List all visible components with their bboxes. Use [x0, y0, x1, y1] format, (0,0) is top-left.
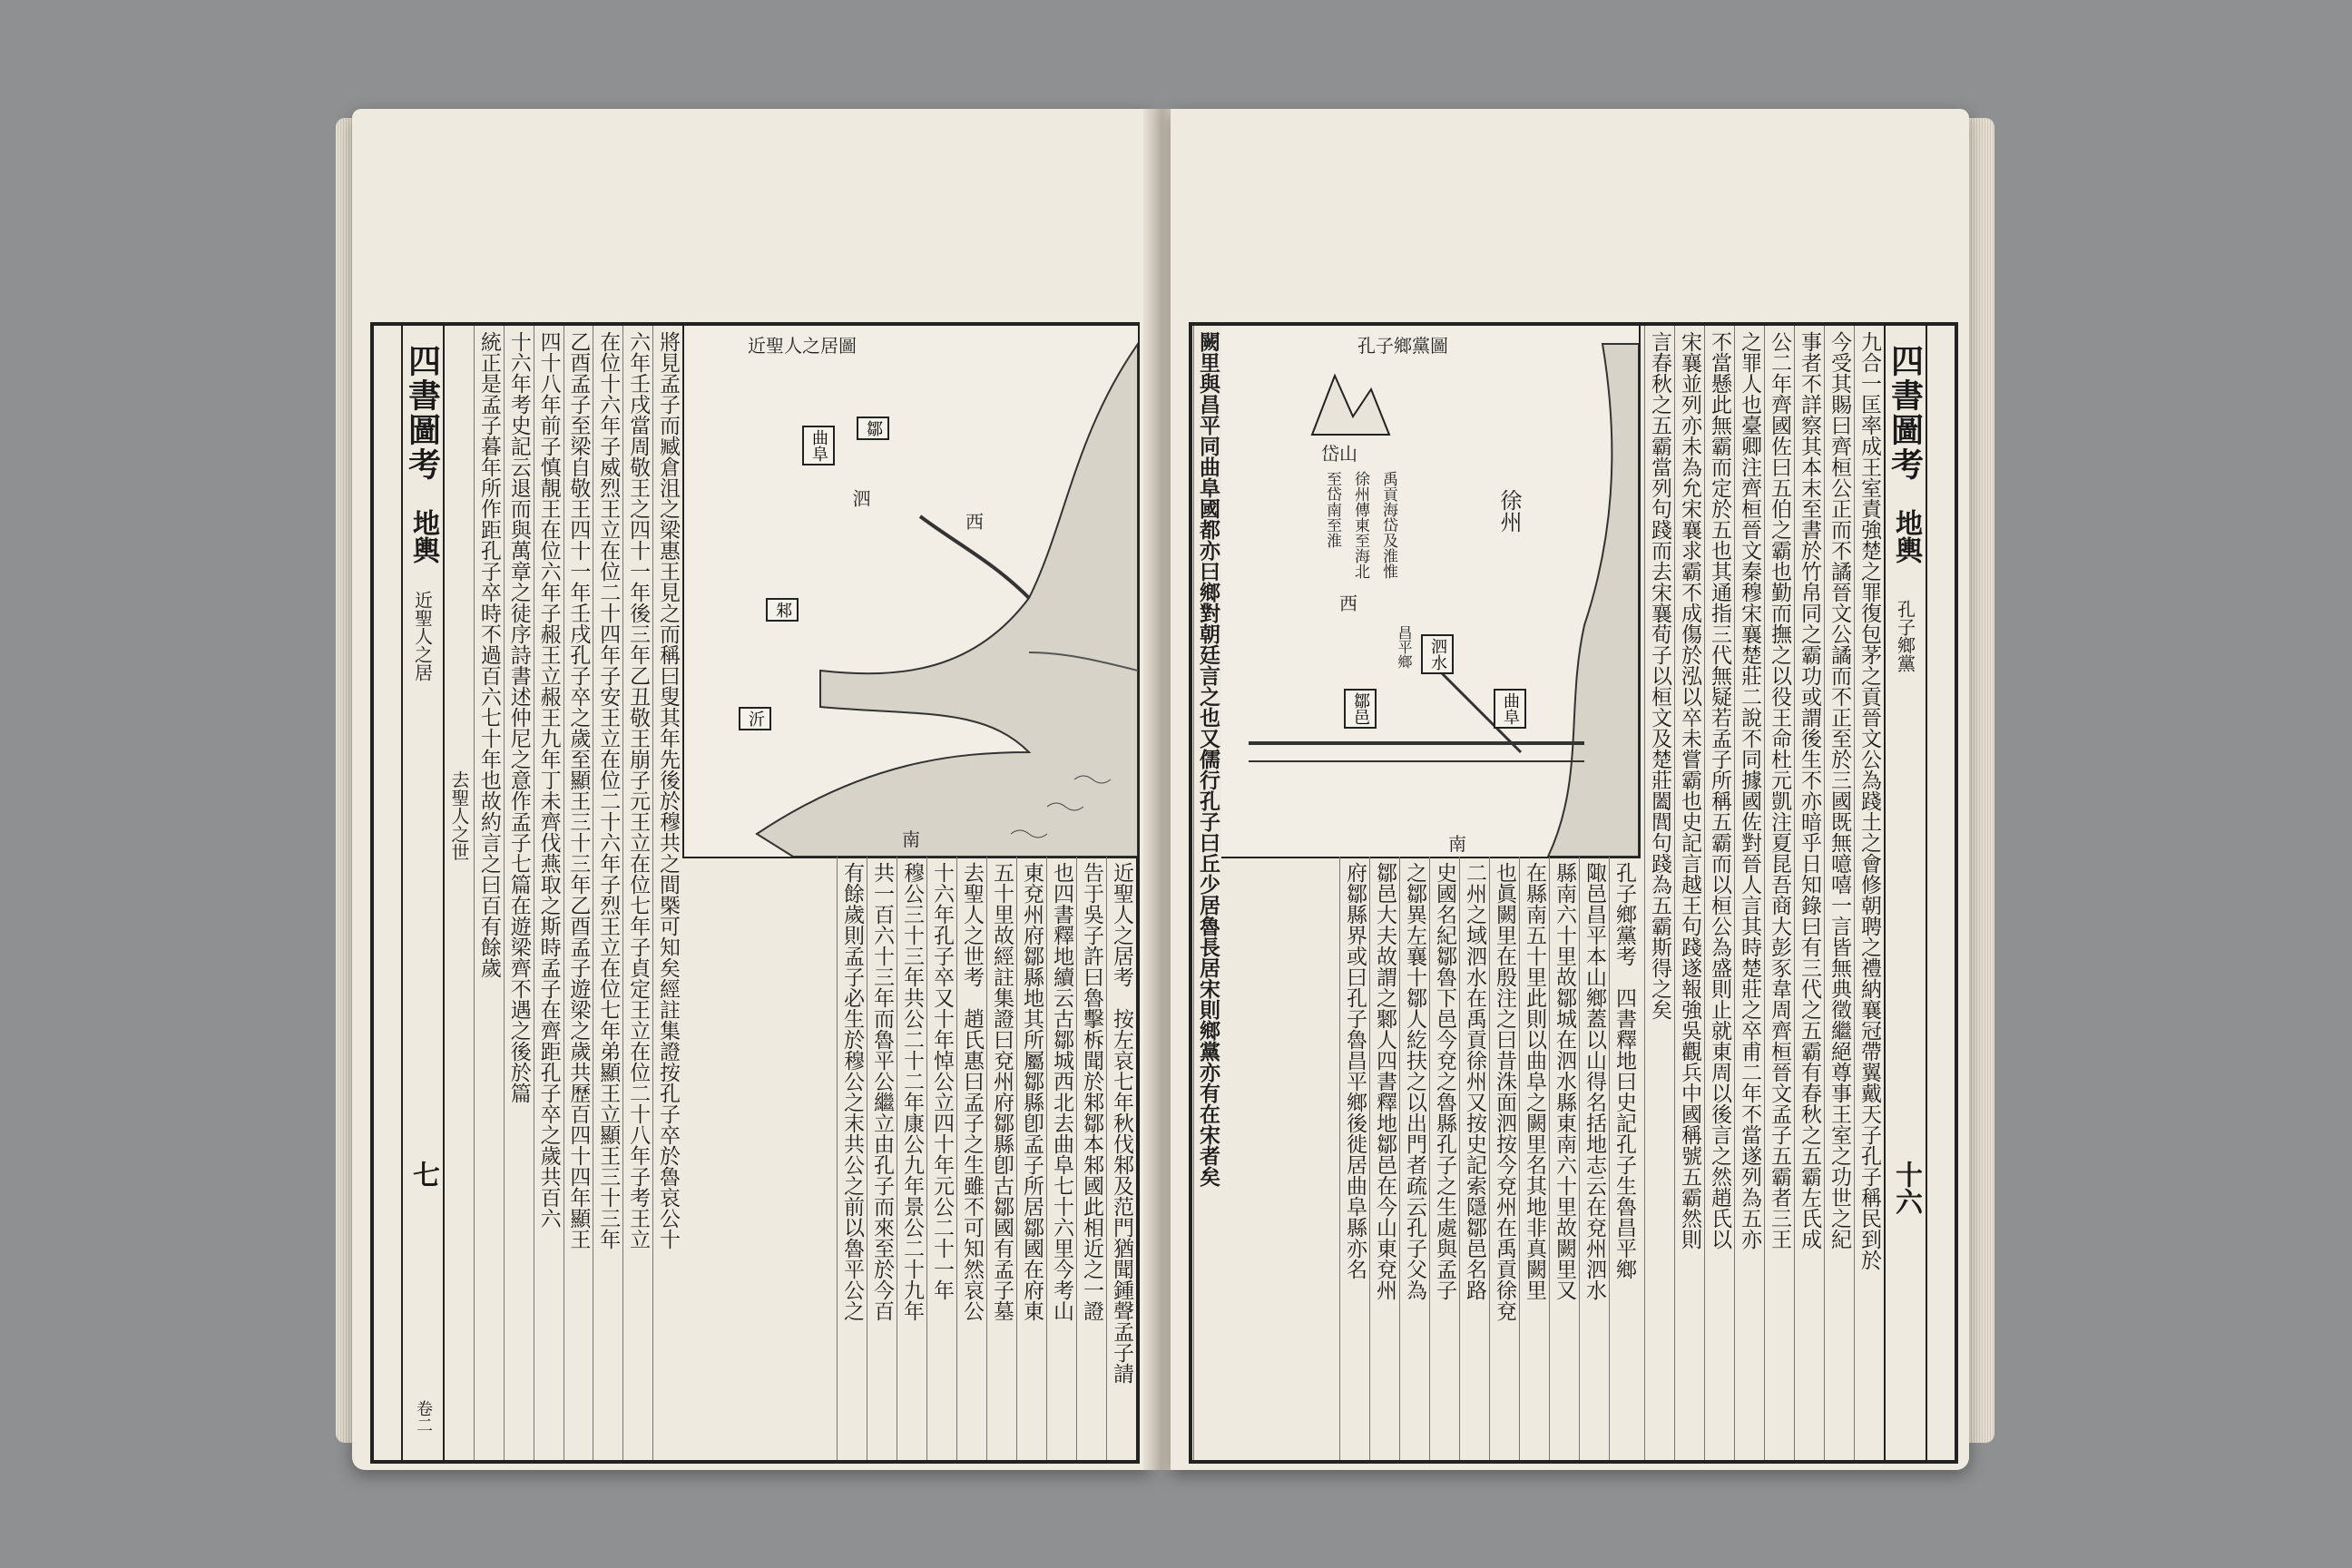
compass-west: 西	[965, 511, 984, 533]
map-note-line: 徐州傳東至海北	[1351, 471, 1369, 579]
text-column: 在位十六年子威烈王立在位二十四年子安王立在位二十六年子烈王立在位七年弟顯王立顯王三十三年	[593, 326, 622, 1460]
section-title: 地輿	[407, 509, 439, 564]
right-map	[1221, 326, 1641, 858]
text-column: 去聖人之世考 趙氏惠曰孟子之生雖不可知然哀公	[956, 857, 986, 1460]
left-text-block	[474, 326, 682, 1460]
text-column: 統正是孟子暮年所作距孔子卒時不過百六七十年也故約言之曰百有餘歲	[474, 326, 504, 1460]
map-mountain: 岱山	[1321, 443, 1357, 465]
text-column: 在縣南五十里此則以曲阜之闕里名其地非真闕里	[1519, 857, 1549, 1460]
map-note-line: 禹貢海岱及淮惟	[1379, 471, 1397, 579]
text-column: 穆公三十三年共公二十二年康公九年景公二十九年	[897, 857, 926, 1460]
left-map	[682, 326, 1138, 858]
map-label-zhu: 邾	[766, 598, 799, 622]
text-column: 府鄒縣界或曰孔子魯昌平鄉後徙居曲阜縣亦名	[1339, 857, 1369, 1460]
right-page-margin-strip	[1884, 326, 1927, 1460]
map-label-yi: 沂	[739, 707, 771, 730]
text-column: 言春秋之五霸當列句踐而去宋襄荀子以桓文及楚莊闔閭句踐為五霸斯得之矣	[1644, 326, 1674, 1460]
text-column: 事者不詳察其本末至書於竹帛同之霸功或謂後生不亦暗乎日知錄曰有三代之五霸有春秋之五霸左氏成	[1794, 326, 1824, 1460]
map-label-zouyi: 鄒邑	[1344, 689, 1377, 729]
text-column: 闕里與昌平同曲阜國都亦曰鄉對朝廷言之也又儒行孔子曰丘少居魯長居宋則鄉黨亦有在宋者矣	[1193, 326, 1223, 1460]
text-column: 告于吳子許曰魯擊柝聞於邾鄒本邾國此相近之一證	[1076, 857, 1106, 1460]
right-page	[1171, 109, 1969, 1470]
text-column: 縣南六十里故鄒城在泗水縣東南六十里故闕里又	[1549, 857, 1579, 1460]
text-column: 史國名紀鄒魯下邑今兗之魯縣孔子之生處與孟子	[1429, 857, 1459, 1460]
map-note-line: 至岱南至淮	[1323, 471, 1341, 548]
text-column: 五十里故經註集證曰兗州府鄒縣卽古鄒國有孟子墓	[986, 857, 1016, 1460]
right-far-column	[1192, 326, 1223, 1460]
text-column: 近聖人之居考 按左哀七年秋伐邾及范門猶聞鍾聲孟子請	[1106, 857, 1136, 1460]
text-column: 乙酉孟子至梁自敬王四十一年壬戌孔子卒之歲至顯王三十三年乙酉孟子遊梁之歲共歷百四十四年顯王	[564, 326, 593, 1460]
map-label-qufu: 曲阜	[802, 426, 835, 466]
map-label-si: 泗	[849, 489, 871, 507]
section-title: 地輿	[1890, 509, 1922, 564]
open-book	[352, 91, 1985, 1506]
text-column: 將見孟子而臧倉沮之梁惠王見之而稱曰叟其年先後於穆共之間槩可知矣經註集證按孔子卒於魯哀公十	[652, 326, 682, 1460]
compass-south: 南	[1448, 833, 1466, 855]
text-column: 有餘歲則孟子必生於穆公之末共公之前以魯平公之	[837, 857, 867, 1460]
text-column: 孔子鄉黨考 四書釋地曰史記孔子生魯昌平鄉	[1609, 857, 1639, 1460]
folio-number: 十六	[1890, 1161, 1922, 1215]
folio-number: 七	[407, 1161, 439, 1188]
text-column: 十六年孔子卒又十年悼公立四十年元公二十一年	[926, 857, 956, 1460]
subtitle-b: 去聖人之世	[448, 770, 470, 861]
text-column: 十六年考史記云退而與萬章之徒序詩書述仲尼之意作孟子七篇在遊梁齊不遇之後於篇	[504, 326, 534, 1460]
text-column: 也四書釋地續云古鄒城西北去曲阜七十六里今考山	[1046, 857, 1076, 1460]
text-column: 不當懸此無霸而定於五也其通指三代無疑若孟子所稱五霸而以桓公為盛則止就東周以後言之然趙氏以	[1704, 326, 1734, 1460]
text-column: 鄒邑大夫故謂之鄹人四書釋地鄒邑在今山東兗州	[1369, 857, 1399, 1460]
map-label-qufu: 曲阜	[1494, 689, 1526, 729]
text-column: 共一百六十三年而魯平公繼立由孔子而來至於今百	[867, 857, 897, 1460]
right-text-block	[1639, 326, 1884, 1460]
compass-south: 南	[902, 828, 920, 850]
left-lower-text	[682, 857, 1136, 1460]
volume-label: 卷二	[414, 1400, 433, 1433]
right-lower-text	[1250, 857, 1639, 1460]
right-frame	[1189, 322, 1958, 1464]
book-title: 四書圖考	[1886, 344, 1925, 482]
river-drawing	[1221, 326, 1639, 857]
text-column: 九合一匡率成王室責強楚之罪復包茅之貢晉文公為踐土之會修朝聘之禮納襄冠帶翼戴天子孔子稱民到於	[1854, 326, 1884, 1460]
left-frame	[370, 322, 1140, 1464]
text-column: 二州之域泗水在禹貢徐州又按史記索隱鄒邑名路	[1459, 857, 1489, 1460]
river-drawing	[684, 326, 1138, 857]
subtitle: 孔子鄉黨	[1894, 600, 1916, 672]
map-caption: 孔子鄉黨圖	[1357, 335, 1448, 357]
left-page	[352, 109, 1151, 1470]
map-note	[1321, 471, 1400, 579]
text-column: 宋襄並列亦未為允宋襄求霸不成傷於泓以卒未嘗霸也史記言越王句踐遂報強吳觀兵中國稱號五霸然則	[1674, 326, 1704, 1460]
subtitle-a: 近聖人之居	[411, 591, 434, 681]
map-label-sishui: 泗水	[1421, 634, 1454, 674]
text-column: 陬邑昌平本山鄉蓋以山得名括地志云在兗州泗水	[1579, 857, 1609, 1460]
text-column: 公二年齊國佐曰五伯之霸也勤而撫之以役王命杜元凱注夏昆吾商大彭豕韋周齊桓晉文孟子五霸者三王	[1764, 326, 1794, 1460]
compass-west: 西	[1339, 593, 1357, 614]
text-column: 東兗州府鄒縣地其所屬鄒縣卽孟子所居鄒國在府東	[1016, 857, 1046, 1460]
text-column: 六年壬戌當周敬王之四十一年後三年乙丑敬王崩子元王立在位七年子貞定王立在位二十八年子考王立	[622, 326, 652, 1460]
text-column: 之罪人也臺卿注齊桓晉文秦穆宋襄楚莊二說不同據國佐對晉人言其時楚莊之卒甫二年不當遂列為五亦	[1734, 326, 1764, 1460]
map-caption: 近聖人之居圖	[748, 335, 857, 357]
map-label-zou: 鄒	[857, 416, 889, 440]
text-column: 也眞闕里在殷注之曰昔洙面泗按今兗州在禹貢徐兗	[1489, 857, 1519, 1460]
left-page-margin-strip	[401, 326, 445, 1460]
book-title: 四書圖考	[403, 344, 442, 482]
map-label-changping: 昌平鄉	[1396, 625, 1413, 669]
text-column: 四十八年前子慎靚王在位六年子赧王立赧王九年丁未齊伐燕取之斯時孟子在齊距孔子卒之歲共百六	[534, 326, 564, 1460]
text-column: 之鄒異左襄十鄒人紇扶之以出門者疏云孔子父為	[1399, 857, 1429, 1460]
text-column: 今受其賜曰齊桓公正而不譎晉文公譎而不正至於三國既無噫嘻一言皆無典徵繼絕尊事王室之功世之紀	[1824, 326, 1854, 1460]
map-region: 徐州	[1496, 489, 1522, 533]
